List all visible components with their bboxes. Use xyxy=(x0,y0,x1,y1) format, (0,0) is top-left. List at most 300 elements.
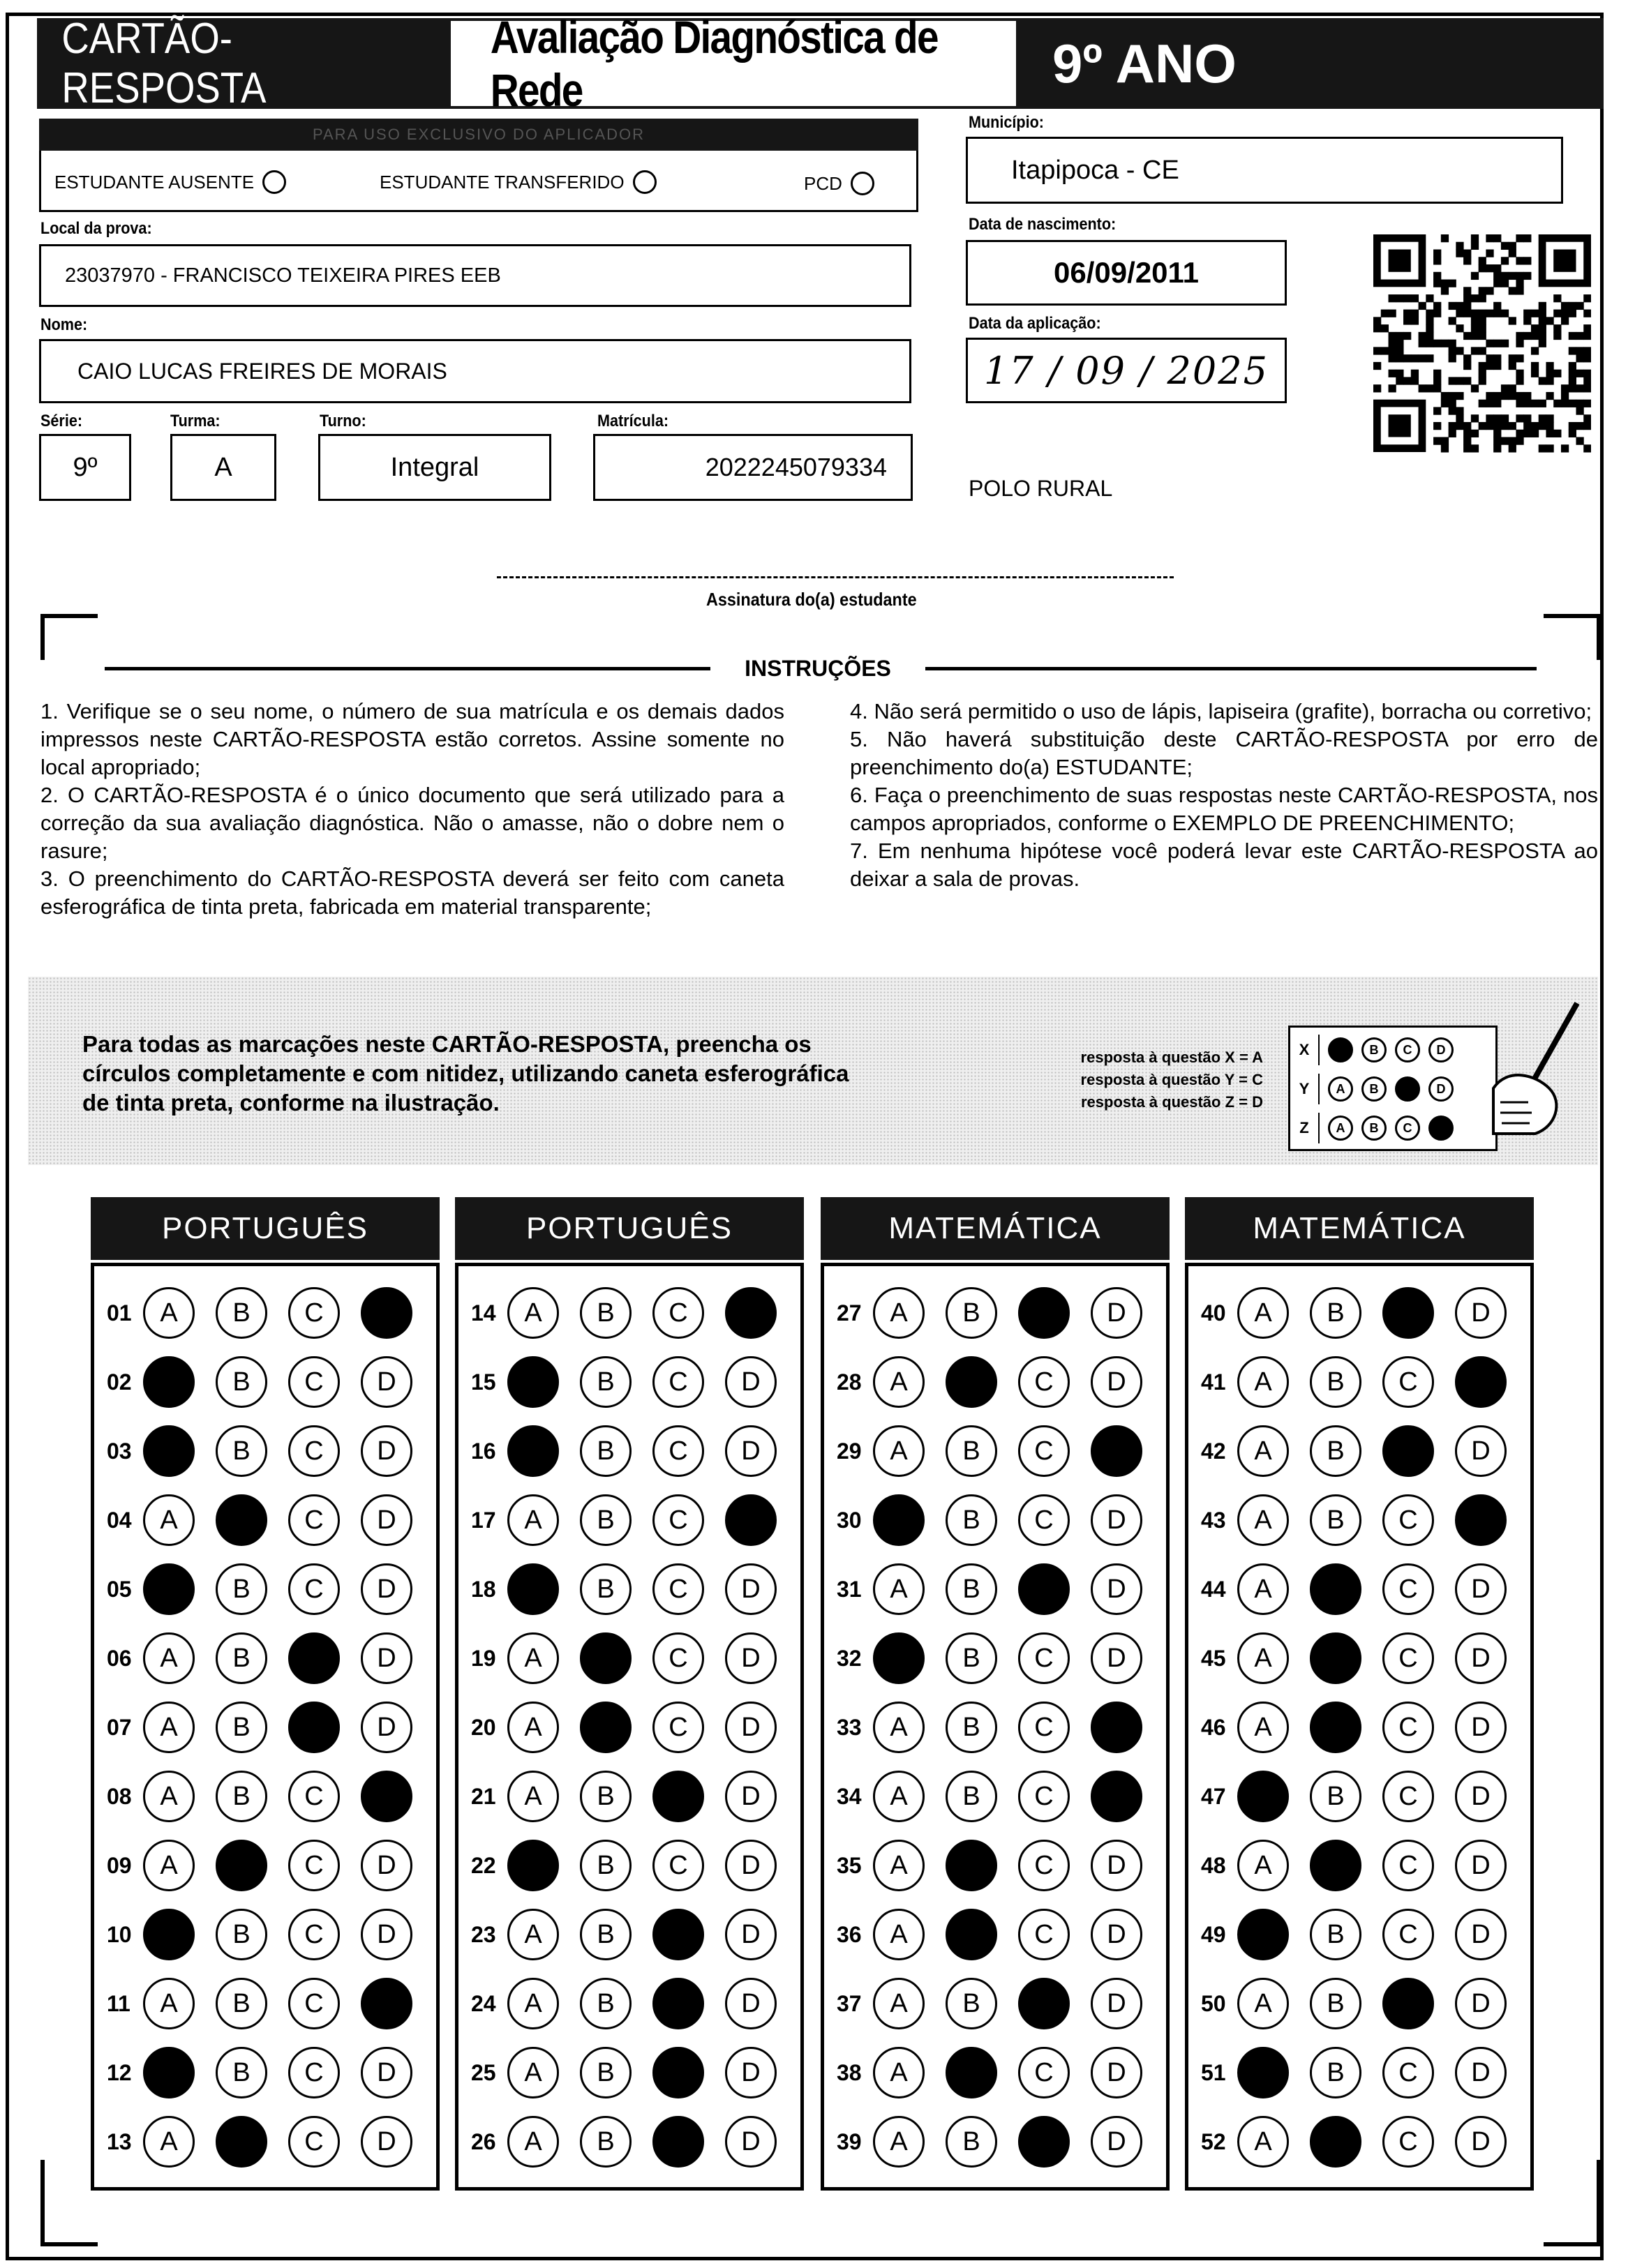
municipio-field: Itapipoca - CE xyxy=(966,137,1563,204)
example-bubble: A xyxy=(1328,1116,1353,1141)
answer-bubble-b[interactable]: B xyxy=(1310,1494,1361,1546)
answer-bubble-b[interactable] xyxy=(1310,1563,1361,1615)
answer-bubble-b[interactable]: B xyxy=(1310,1771,1361,1822)
answer-bubble-a[interactable]: A xyxy=(507,2047,559,2098)
question-row xyxy=(1201,1696,1528,1759)
answer-bubble-c[interactable]: C xyxy=(1018,2047,1070,2098)
turma-label: Turma: xyxy=(170,412,221,430)
answer-bubble-c[interactable]: C xyxy=(652,1632,704,1684)
answer-bubble-b[interactable]: B xyxy=(216,1425,267,1477)
answer-bubble-d[interactable]: D xyxy=(725,1771,777,1822)
answer-bubble-c[interactable]: C xyxy=(288,1909,340,1960)
answer-bubble-b[interactable]: B xyxy=(946,1563,997,1615)
instructions-right xyxy=(850,698,1598,893)
answer-bubble-c[interactable]: C xyxy=(288,1978,340,2029)
example-bubble: C xyxy=(1395,1037,1420,1062)
answer-bubble-a[interactable]: A xyxy=(1237,1563,1289,1615)
transferred-label: ESTUDANTE TRANSFERIDO xyxy=(380,171,625,193)
answer-bubble-d[interactable]: D xyxy=(1091,1978,1142,2029)
answer-bubble-b[interactable]: B xyxy=(946,1632,997,1684)
polo-label: POLO RURAL xyxy=(969,476,1113,501)
answer-bubble-a[interactable]: A xyxy=(507,1771,559,1822)
answer-bubble-c[interactable] xyxy=(1018,1563,1070,1615)
answer-bubble-d[interactable] xyxy=(1455,1494,1507,1546)
answer-bubble-c[interactable]: C xyxy=(652,1287,704,1339)
answer-bubble-c[interactable]: C xyxy=(1018,1356,1070,1408)
question-number: 03 xyxy=(107,1438,132,1464)
answer-bubble-d[interactable]: D xyxy=(1455,1702,1507,1753)
absent-option[interactable] xyxy=(54,170,286,194)
answer-bubble-d[interactable]: D xyxy=(1091,1494,1142,1546)
answer-bubble-a[interactable]: A xyxy=(143,1978,195,2029)
question-row xyxy=(471,1903,798,1966)
answer-bubble-d[interactable]: D xyxy=(1455,1909,1507,1960)
answer-bubble-d[interactable]: D xyxy=(725,2116,777,2168)
answer-bubble-a[interactable]: A xyxy=(1237,1494,1289,1546)
question-number: 41 xyxy=(1201,1369,1226,1395)
transferred-checkbox[interactable] xyxy=(633,170,657,194)
turno-label: Turno: xyxy=(320,412,366,430)
question-row xyxy=(107,1558,433,1621)
question-row xyxy=(837,1351,1163,1413)
local-field: 23037970 - FRANCISCO TEIXEIRA PIRES EEB xyxy=(39,244,911,307)
answer-bubble-b[interactable]: B xyxy=(946,1978,997,2029)
pcd-option[interactable] xyxy=(804,172,874,195)
question-row xyxy=(837,1696,1163,1759)
answer-bubble-a[interactable]: A xyxy=(143,1771,195,1822)
answer-bubble-a[interactable]: A xyxy=(873,1356,925,1408)
question-row xyxy=(1201,1351,1528,1413)
answer-bubble-d[interactable]: D xyxy=(1091,1287,1142,1339)
question-row xyxy=(471,1834,798,1897)
answer-bubble-b[interactable]: B xyxy=(946,2116,997,2168)
answer-bubble-b[interactable]: B xyxy=(580,1563,632,1615)
answer-bubble-c[interactable]: C xyxy=(288,2116,340,2168)
answer-bubble-c[interactable]: C xyxy=(1382,1840,1434,1891)
answer-bubble-c[interactable] xyxy=(652,1771,704,1822)
answer-bubble-a[interactable]: A xyxy=(873,1840,925,1891)
local-label: Local da prova: xyxy=(40,219,152,238)
answer-bubble-b[interactable]: B xyxy=(216,1978,267,2029)
answer-bubble-b[interactable]: B xyxy=(216,2047,267,2098)
answer-bubble-a[interactable]: A xyxy=(143,1494,195,1546)
answer-bubble-c[interactable] xyxy=(288,1702,340,1753)
question-row xyxy=(1201,1420,1528,1482)
answer-bubble-c[interactable] xyxy=(1018,2116,1070,2168)
question-number: 20 xyxy=(471,1714,496,1740)
answer-bubble-b[interactable]: B xyxy=(1310,1287,1361,1339)
answer-bubble-d[interactable]: D xyxy=(1091,1563,1142,1615)
answer-bubble-d[interactable] xyxy=(1091,1425,1142,1477)
question-number: 46 xyxy=(1201,1714,1226,1740)
answer-bubble-d[interactable]: D xyxy=(361,1702,412,1753)
answer-bubble-d[interactable]: D xyxy=(1091,1909,1142,1960)
matricula-label: Matrícula: xyxy=(597,412,669,430)
question-row xyxy=(1201,1282,1528,1344)
example-legend xyxy=(963,1046,1263,1113)
instructions-rule-right xyxy=(925,667,1537,670)
instruction-3: 3. O preenchimento do CARTÃO-RESPOSTA deverá ser feito com caneta esferográfica de tinta preta, fabricada em material transparente; xyxy=(40,866,784,919)
answer-bubble-a[interactable] xyxy=(143,2047,195,2098)
answer-bubble-c[interactable] xyxy=(1018,1287,1070,1339)
answer-bubble-a[interactable] xyxy=(873,1494,925,1546)
answer-bubble-b[interactable]: B xyxy=(1310,2047,1361,2098)
question-row xyxy=(471,1282,798,1344)
answer-bubble-c[interactable]: C xyxy=(652,1494,704,1546)
answer-bubble-d[interactable]: D xyxy=(1455,1771,1507,1822)
answer-bubble-a[interactable]: A xyxy=(1237,1702,1289,1753)
answer-bubble-b[interactable]: B xyxy=(580,1287,632,1339)
answer-bubble-a[interactable] xyxy=(143,1425,195,1477)
answer-bubble-b[interactable]: B xyxy=(580,1840,632,1891)
instructions-rule-left xyxy=(105,667,710,670)
answer-bubble-a[interactable]: A xyxy=(507,1909,559,1960)
answer-bubble-d[interactable]: D xyxy=(725,1632,777,1684)
question-row xyxy=(471,1627,798,1690)
answer-bubble-b[interactable] xyxy=(580,1632,632,1684)
answer-bubble-d[interactable]: D xyxy=(1455,2116,1507,2168)
answer-bubble-a[interactable] xyxy=(873,1632,925,1684)
question-row xyxy=(837,1903,1163,1966)
answer-bubble-c[interactable]: C xyxy=(288,2047,340,2098)
answer-bubble-a[interactable] xyxy=(143,1909,195,1960)
answer-bubble-c[interactable]: C xyxy=(288,1563,340,1615)
answer-bubble-c[interactable]: C xyxy=(1382,1632,1434,1684)
answer-bubble-d[interactable]: D xyxy=(361,1563,412,1615)
answer-bubble-b[interactable] xyxy=(1310,1840,1361,1891)
answer-bubble-a[interactable]: A xyxy=(143,2116,195,2168)
question-number: 02 xyxy=(107,1369,132,1395)
answer-bubble-c[interactable]: C xyxy=(1382,1771,1434,1822)
answer-bubble-d[interactable]: D xyxy=(725,1702,777,1753)
answer-bubble-d[interactable]: D xyxy=(1455,1287,1507,1339)
answer-bubble-d[interactable]: D xyxy=(361,2047,412,2098)
question-row xyxy=(471,1351,798,1413)
answer-bubble-b[interactable]: B xyxy=(216,1563,267,1615)
question-row xyxy=(837,1627,1163,1690)
question-row xyxy=(1201,1834,1528,1897)
answer-bubble-d[interactable]: D xyxy=(361,1840,412,1891)
answer-bubble-c[interactable]: C xyxy=(1018,1771,1070,1822)
question-row xyxy=(1201,1558,1528,1621)
hand-pen-icon xyxy=(1479,998,1584,1137)
corner-top-right xyxy=(1544,614,1601,660)
question-row xyxy=(837,1282,1163,1344)
question-number: 18 xyxy=(471,1576,496,1602)
answer-bubble-a[interactable] xyxy=(143,1563,195,1615)
answer-bubble-b[interactable]: B xyxy=(580,1771,632,1822)
instruction-4: 4. Não será permitido o uso de lápis, lapiseira (grafite), borracha ou corretivo; xyxy=(850,699,1592,723)
answer-bubble-d[interactable]: D xyxy=(361,1494,412,1546)
answer-bubble-d[interactable]: D xyxy=(1455,1563,1507,1615)
answer-bubble-c[interactable] xyxy=(652,2047,704,2098)
answer-bubble-b[interactable] xyxy=(216,2116,267,2168)
answer-bubble-a[interactable] xyxy=(507,1356,559,1408)
question-number: 42 xyxy=(1201,1438,1226,1464)
answer-bubble-c[interactable] xyxy=(288,1632,340,1684)
question-number: 51 xyxy=(1201,2059,1226,2085)
answer-bubble-a[interactable]: A xyxy=(1237,1425,1289,1477)
answer-bubble-d[interactable]: D xyxy=(1455,1632,1507,1684)
example-bubble: C xyxy=(1395,1076,1420,1102)
answer-bubble-a[interactable] xyxy=(1237,1909,1289,1960)
answer-bubble-b[interactable]: B xyxy=(216,1909,267,1960)
question-number: 16 xyxy=(471,1438,496,1464)
answer-bubble-c[interactable]: C xyxy=(288,1356,340,1408)
answer-bubble-d[interactable]: D xyxy=(361,2116,412,2168)
question-number: 44 xyxy=(1201,1576,1226,1602)
answer-bubble-d[interactable] xyxy=(361,1978,412,2029)
answer-bubble-b[interactable]: B xyxy=(580,1978,632,2029)
answer-bubble-c[interactable]: C xyxy=(1018,1494,1070,1546)
answer-bubble-a[interactable]: A xyxy=(1237,1978,1289,2029)
signature-line xyxy=(497,576,1174,578)
answer-bubble-c[interactable]: C xyxy=(1382,1356,1434,1408)
answer-bubble-b[interactable]: B xyxy=(216,1702,267,1753)
answer-bubble-a[interactable]: A xyxy=(1237,1356,1289,1408)
answer-bubble-a[interactable]: A xyxy=(1237,1287,1289,1339)
answer-bubble-d[interactable]: D xyxy=(1091,1632,1142,1684)
answer-bubble-c[interactable]: C xyxy=(652,1356,704,1408)
answer-bubble-b[interactable] xyxy=(946,1356,997,1408)
question-number: 33 xyxy=(837,1714,862,1740)
answer-bubble-c[interactable] xyxy=(1018,1978,1070,2029)
answer-bubble-c[interactable] xyxy=(652,1909,704,1960)
question-number: 34 xyxy=(837,1783,862,1809)
answer-bubble-b[interactable] xyxy=(946,2047,997,2098)
example-legend-x: resposta à questão X = A xyxy=(1080,1049,1263,1066)
answer-bubble-a[interactable]: A xyxy=(873,1702,925,1753)
answer-bubble-b[interactable]: B xyxy=(216,1771,267,1822)
answer-bubble-d[interactable]: D xyxy=(1455,1425,1507,1477)
example-bubble: A xyxy=(1328,1076,1353,1102)
answer-bubble-b[interactable]: B xyxy=(946,1287,997,1339)
example-bubble: B xyxy=(1361,1037,1387,1062)
pcd-checkbox[interactable] xyxy=(851,172,874,195)
answer-bubble-a[interactable]: A xyxy=(143,1632,195,1684)
answer-bubble-d[interactable]: D xyxy=(361,1356,412,1408)
answer-bubble-c[interactable]: C xyxy=(1018,1702,1070,1753)
answer-bubble-d[interactable]: D xyxy=(725,1425,777,1477)
answer-bubble-c[interactable] xyxy=(652,1978,704,2029)
answer-bubble-c[interactable] xyxy=(652,2116,704,2168)
answer-bubble-c[interactable]: C xyxy=(288,1771,340,1822)
answer-bubble-b[interactable]: B xyxy=(1310,1909,1361,1960)
example-bubble: D xyxy=(1428,1116,1454,1141)
answer-bubble-b[interactable]: B xyxy=(580,2116,632,2168)
question-row xyxy=(471,1765,798,1828)
answer-bubble-c[interactable]: C xyxy=(652,1425,704,1477)
answer-bubble-d[interactable]: D xyxy=(725,2047,777,2098)
answer-bubble-d[interactable]: D xyxy=(1455,1840,1507,1891)
answer-bubble-c[interactable]: C xyxy=(652,1563,704,1615)
corner-bottom-right xyxy=(1544,2160,1601,2246)
question-row xyxy=(107,1972,433,2035)
corner-bottom-left xyxy=(40,2160,98,2246)
answer-bubble-b[interactable] xyxy=(946,1909,997,1960)
example-bubble: D xyxy=(1428,1076,1454,1102)
nome-label: Nome: xyxy=(40,315,88,334)
answer-bubble-a[interactable]: A xyxy=(507,1494,559,1546)
answer-bubble-a[interactable]: A xyxy=(1237,1840,1289,1891)
answer-bubble-d[interactable]: D xyxy=(1091,1356,1142,1408)
question-number: 13 xyxy=(107,2128,132,2154)
answer-bubble-a[interactable] xyxy=(1237,2047,1289,2098)
answer-bubble-c[interactable]: C xyxy=(288,1425,340,1477)
answer-bubble-c[interactable]: C xyxy=(288,1287,340,1339)
answer-bubble-b[interactable]: B xyxy=(946,1771,997,1822)
answer-bubble-a[interactable]: A xyxy=(873,1425,925,1477)
answer-bubble-d[interactable]: D xyxy=(725,1978,777,2029)
answer-bubble-d[interactable] xyxy=(361,1771,412,1822)
answer-bubble-d[interactable]: D xyxy=(725,1909,777,1960)
answer-bubble-c[interactable]: C xyxy=(288,1840,340,1891)
answer-bubble-d[interactable]: D xyxy=(361,1425,412,1477)
answer-bubble-c[interactable]: C xyxy=(288,1494,340,1546)
example-text: Para todas as marcações neste CARTÃO-RESPOSTA, preencha os círculos completamente e com nitidez, utilizando caneta esferográfica de tinta preta, conforme na ilustração. xyxy=(82,1031,849,1116)
answer-bubble-c[interactable]: C xyxy=(1382,1909,1434,1960)
answer-bubble-a[interactable]: A xyxy=(873,1287,925,1339)
answer-bubble-a[interactable]: A xyxy=(143,1702,195,1753)
answer-bubble-d[interactable]: D xyxy=(1091,2116,1142,2168)
answer-bubble-c[interactable]: C xyxy=(652,1840,704,1891)
answer-bubble-a[interactable]: A xyxy=(873,1978,925,2029)
answer-bubble-a[interactable] xyxy=(507,1840,559,1891)
corner-top-left xyxy=(40,614,98,660)
answer-bubble-c[interactable] xyxy=(1382,1978,1434,2029)
nascimento-label: Data de nascimento: xyxy=(969,215,1117,234)
question-number: 11 xyxy=(107,1990,130,2016)
example-row-x xyxy=(1290,1035,1495,1065)
answer-bubble-d[interactable] xyxy=(1091,1702,1142,1753)
answer-bubble-b[interactable]: B xyxy=(216,1356,267,1408)
question-number: 36 xyxy=(837,1921,862,1947)
answer-bubble-b[interactable] xyxy=(216,1840,267,1891)
answer-bubble-b[interactable]: B xyxy=(580,1494,632,1546)
answer-bubble-d[interactable]: D xyxy=(1091,2047,1142,2098)
question-row xyxy=(107,1696,433,1759)
answer-bubble-d[interactable]: D xyxy=(725,1563,777,1615)
answer-bubble-a[interactable] xyxy=(507,1563,559,1615)
answer-bubble-d[interactable]: D xyxy=(725,1356,777,1408)
answer-bubble-d[interactable]: D xyxy=(361,1909,412,1960)
answer-bubble-b[interactable]: B xyxy=(580,2047,632,2098)
answer-bubble-a[interactable]: A xyxy=(873,2116,925,2168)
answer-bubble-b[interactable]: B xyxy=(946,1494,997,1546)
answer-bubble-a[interactable]: A xyxy=(1237,2116,1289,2168)
answer-bubble-a[interactable]: A xyxy=(507,1702,559,1753)
answer-bubble-b[interactable]: B xyxy=(216,1632,267,1684)
answer-bubble-a[interactable]: A xyxy=(143,1287,195,1339)
answer-bubble-a[interactable]: A xyxy=(143,1840,195,1891)
question-number: 49 xyxy=(1201,1921,1226,1947)
answer-bubble-b[interactable] xyxy=(1310,1632,1361,1684)
answer-bubble-a[interactable]: A xyxy=(873,1771,925,1822)
answer-bubble-c[interactable]: C xyxy=(1382,2116,1434,2168)
question-row xyxy=(107,1420,433,1482)
answer-bubble-b[interactable]: B xyxy=(580,1909,632,1960)
answer-bubble-b[interactable]: B xyxy=(1310,1978,1361,2029)
answer-bubble-c[interactable]: C xyxy=(1018,1632,1070,1684)
answer-bubble-d[interactable]: D xyxy=(1455,2047,1507,2098)
answer-bubble-a[interactable]: A xyxy=(507,1632,559,1684)
answer-bubble-c[interactable]: C xyxy=(1382,1563,1434,1615)
answer-bubble-b[interactable]: B xyxy=(1310,1356,1361,1408)
answer-bubble-b[interactable]: B xyxy=(580,1425,632,1477)
answer-bubble-b[interactable] xyxy=(216,1494,267,1546)
answer-bubble-c[interactable] xyxy=(1382,1287,1434,1339)
question-number: 10 xyxy=(107,1921,132,1947)
answer-bubble-b[interactable]: B xyxy=(946,1425,997,1477)
question-row xyxy=(837,1489,1163,1552)
answer-bubble-c[interactable]: C xyxy=(1018,1425,1070,1477)
answer-bubble-d[interactable] xyxy=(1455,1356,1507,1408)
answer-bubble-a[interactable]: A xyxy=(507,1287,559,1339)
answer-bubble-b[interactable] xyxy=(946,1840,997,1891)
answer-bubble-d[interactable] xyxy=(361,1287,412,1339)
answer-bubble-a[interactable] xyxy=(1237,1771,1289,1822)
transferred-option[interactable] xyxy=(380,170,657,194)
answer-bubble-d[interactable] xyxy=(1091,1771,1142,1822)
answer-bubble-c[interactable]: C xyxy=(652,1702,704,1753)
answer-bubble-c[interactable]: C xyxy=(1382,1494,1434,1546)
answer-bubble-d[interactable]: D xyxy=(1091,1840,1142,1891)
municipio-label: Município: xyxy=(969,113,1044,132)
answer-bubble-a[interactable]: A xyxy=(507,2116,559,2168)
question-row xyxy=(837,2041,1163,2104)
question-row xyxy=(107,1282,433,1344)
instruction-1: 1. Verifique se o seu nome, o número de sua matrícula e os demais dados impressos neste CARTÃO-RESPOSTA estão corretos. Assine somente no local apropriado; xyxy=(40,699,784,779)
answer-bubble-d[interactable]: D xyxy=(1455,1978,1507,2029)
answer-bubble-b[interactable]: B xyxy=(946,1702,997,1753)
answer-bubble-b[interactable]: B xyxy=(216,1287,267,1339)
answer-bubble-c[interactable]: C xyxy=(1018,1909,1070,1960)
answer-bubble-a[interactable]: A xyxy=(507,1978,559,2029)
answer-bubble-b[interactable] xyxy=(1310,2116,1361,2168)
answer-bubble-a[interactable] xyxy=(143,1356,195,1408)
answer-bubble-c[interactable] xyxy=(1382,1425,1434,1477)
answer-bubble-b[interactable]: B xyxy=(580,1356,632,1408)
question-number: 29 xyxy=(837,1438,862,1464)
absent-checkbox[interactable] xyxy=(262,170,286,194)
answer-bubble-b[interactable]: B xyxy=(1310,1425,1361,1477)
answer-bubble-a[interactable] xyxy=(507,1425,559,1477)
example-row-y xyxy=(1290,1074,1495,1104)
answer-bubble-b[interactable] xyxy=(580,1702,632,1753)
question-number: 28 xyxy=(837,1369,862,1395)
answer-bubble-d[interactable] xyxy=(725,1287,777,1339)
question-row xyxy=(107,2110,433,2173)
exam-title: Avaliação Diagnóstica de Rede xyxy=(490,11,938,116)
question-row xyxy=(1201,1972,1528,2035)
answer-bubble-d[interactable] xyxy=(725,1494,777,1546)
answer-column xyxy=(91,1263,440,2191)
answer-bubble-a[interactable]: A xyxy=(873,1563,925,1615)
answer-bubble-a[interactable]: A xyxy=(1237,1632,1289,1684)
answer-bubble-d[interactable]: D xyxy=(725,1840,777,1891)
instruction-7: 7. Em nenhuma hipótese você poderá levar este CARTÃO-RESPOSTA ao deixar a sala de provas. xyxy=(850,839,1598,891)
answer-bubble-c[interactable]: C xyxy=(1382,1702,1434,1753)
answer-bubble-a[interactable]: A xyxy=(873,2047,925,2098)
answer-bubble-c[interactable]: C xyxy=(1018,1840,1070,1891)
question-number: 30 xyxy=(837,1507,862,1533)
answer-bubble-b[interactable] xyxy=(1310,1702,1361,1753)
answer-bubble-c[interactable]: C xyxy=(1382,2047,1434,2098)
answer-bubble-d[interactable]: D xyxy=(361,1632,412,1684)
pcd-label: PCD xyxy=(804,172,842,194)
aplicacao-label: Data da aplicação: xyxy=(969,314,1101,333)
answer-bubble-a[interactable]: A xyxy=(873,1909,925,1960)
